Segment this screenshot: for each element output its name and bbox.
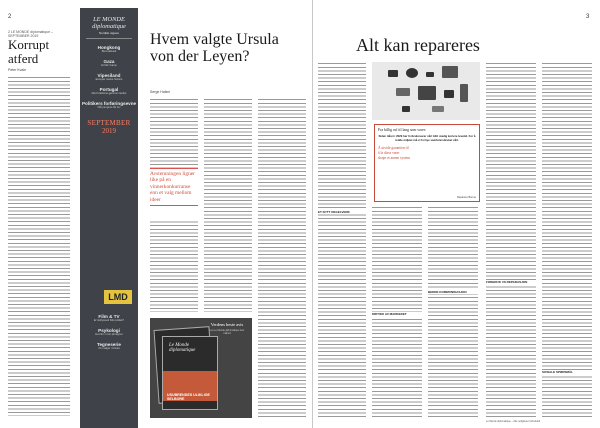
- sidebar: [80, 8, 138, 428]
- article-byline: Serge Halimi: [150, 90, 171, 94]
- subhead: BEDRE KOMMUNIKASJON: [428, 290, 478, 294]
- column-title: Korrupt atferd: [8, 37, 50, 66]
- subhead: ET NYTT REGELVERK: [318, 210, 366, 214]
- fact-box-option: skape et annen system: [378, 155, 411, 160]
- magazine-cover: Le Monde diplomatique USUBRENDES ULIKLIGE SELBORE: [162, 336, 218, 410]
- sidebar-section: Gaza Et folk i kamp: [101, 59, 117, 67]
- article-col-2: [204, 98, 252, 312]
- right-title: Alt kan repareres: [356, 35, 480, 55]
- page-number-right: 3: [586, 14, 590, 20]
- subhead: KRITIKK AV MARKEDET: [372, 312, 422, 316]
- sidebar-section: Politikers forføringsevne Når pengene får lov: [81, 101, 137, 109]
- page-header-meta: 2 LE MONDE diplomatique – SEPTEMBER 2019: [8, 30, 53, 38]
- right-col-1: [318, 62, 366, 418]
- fact-box-byline: Reparere Bonne: [456, 196, 476, 199]
- ad-teaser: Verdens beste avis Les Le Monde diplomatique hver måned: [209, 322, 245, 335]
- sidebar-issue: Nordisk utgave: [98, 31, 119, 35]
- fact-box: [374, 124, 480, 202]
- article-title: Hvem valgte Ursula von der Leyen?: [150, 31, 279, 65]
- pullquote-box: [150, 168, 198, 220]
- subscription-ad[interactable]: [150, 318, 252, 418]
- fact-box-question: Fra billig ruf til lang som varer:: [378, 128, 427, 132]
- sidebar-section: Tegneserie Om valget i Ursula: [97, 342, 121, 350]
- sidebar-section: Hongkong Brennaktuelt: [97, 45, 121, 53]
- article-col-3: [258, 98, 306, 418]
- right-col-4: [486, 62, 536, 418]
- fact-box-text: Siden tiåret i 2029 har forbruksvarer vårt blitt stadig kortere levetid. For å redde miljøet må vi fornye samfunnsbruket vårt.: [378, 134, 476, 142]
- column-text: [8, 76, 70, 416]
- sidebar-section: Portugal Med brødrene gjennom landet: [91, 87, 127, 95]
- right-col-3: [428, 206, 478, 418]
- sidebar-section: Film & TV Er Hollywood blitt politisk?: [93, 314, 125, 322]
- text-block: [8, 76, 70, 416]
- subhead: FORBRUK VS REPARASJON: [486, 280, 536, 284]
- pullquote: Avstemningen ligner like på en vinnerkonkurranse enn et valg mellom ideer: [150, 171, 195, 203]
- footer-note: Le Monde diplomatique – Alle rettigheter forbeholdt: [486, 420, 541, 423]
- sidebar-year: 2019: [102, 127, 116, 135]
- fact-box-option: å la disse varer: [378, 150, 400, 155]
- right-col-5: [542, 62, 592, 418]
- sidebar-brand: LE MONDE diplomatique: [92, 16, 126, 30]
- sidebar-section: Vipesiland Europas mørke historie: [95, 73, 123, 81]
- fact-box-option: Å utvide garantien til: [378, 145, 409, 150]
- sidebar-month: SEPTEMBER: [87, 119, 131, 127]
- lmd-logo: LMD: [104, 290, 132, 304]
- subhead: SOSIALE SPØRSMÅL: [542, 370, 592, 374]
- parts-photo: [372, 62, 480, 120]
- column-byline: Peter Kvale: [8, 68, 27, 72]
- sidebar-section: Psykologi Hvorfor vi tror på løgner: [95, 328, 123, 336]
- page-number-left: 2: [8, 14, 12, 20]
